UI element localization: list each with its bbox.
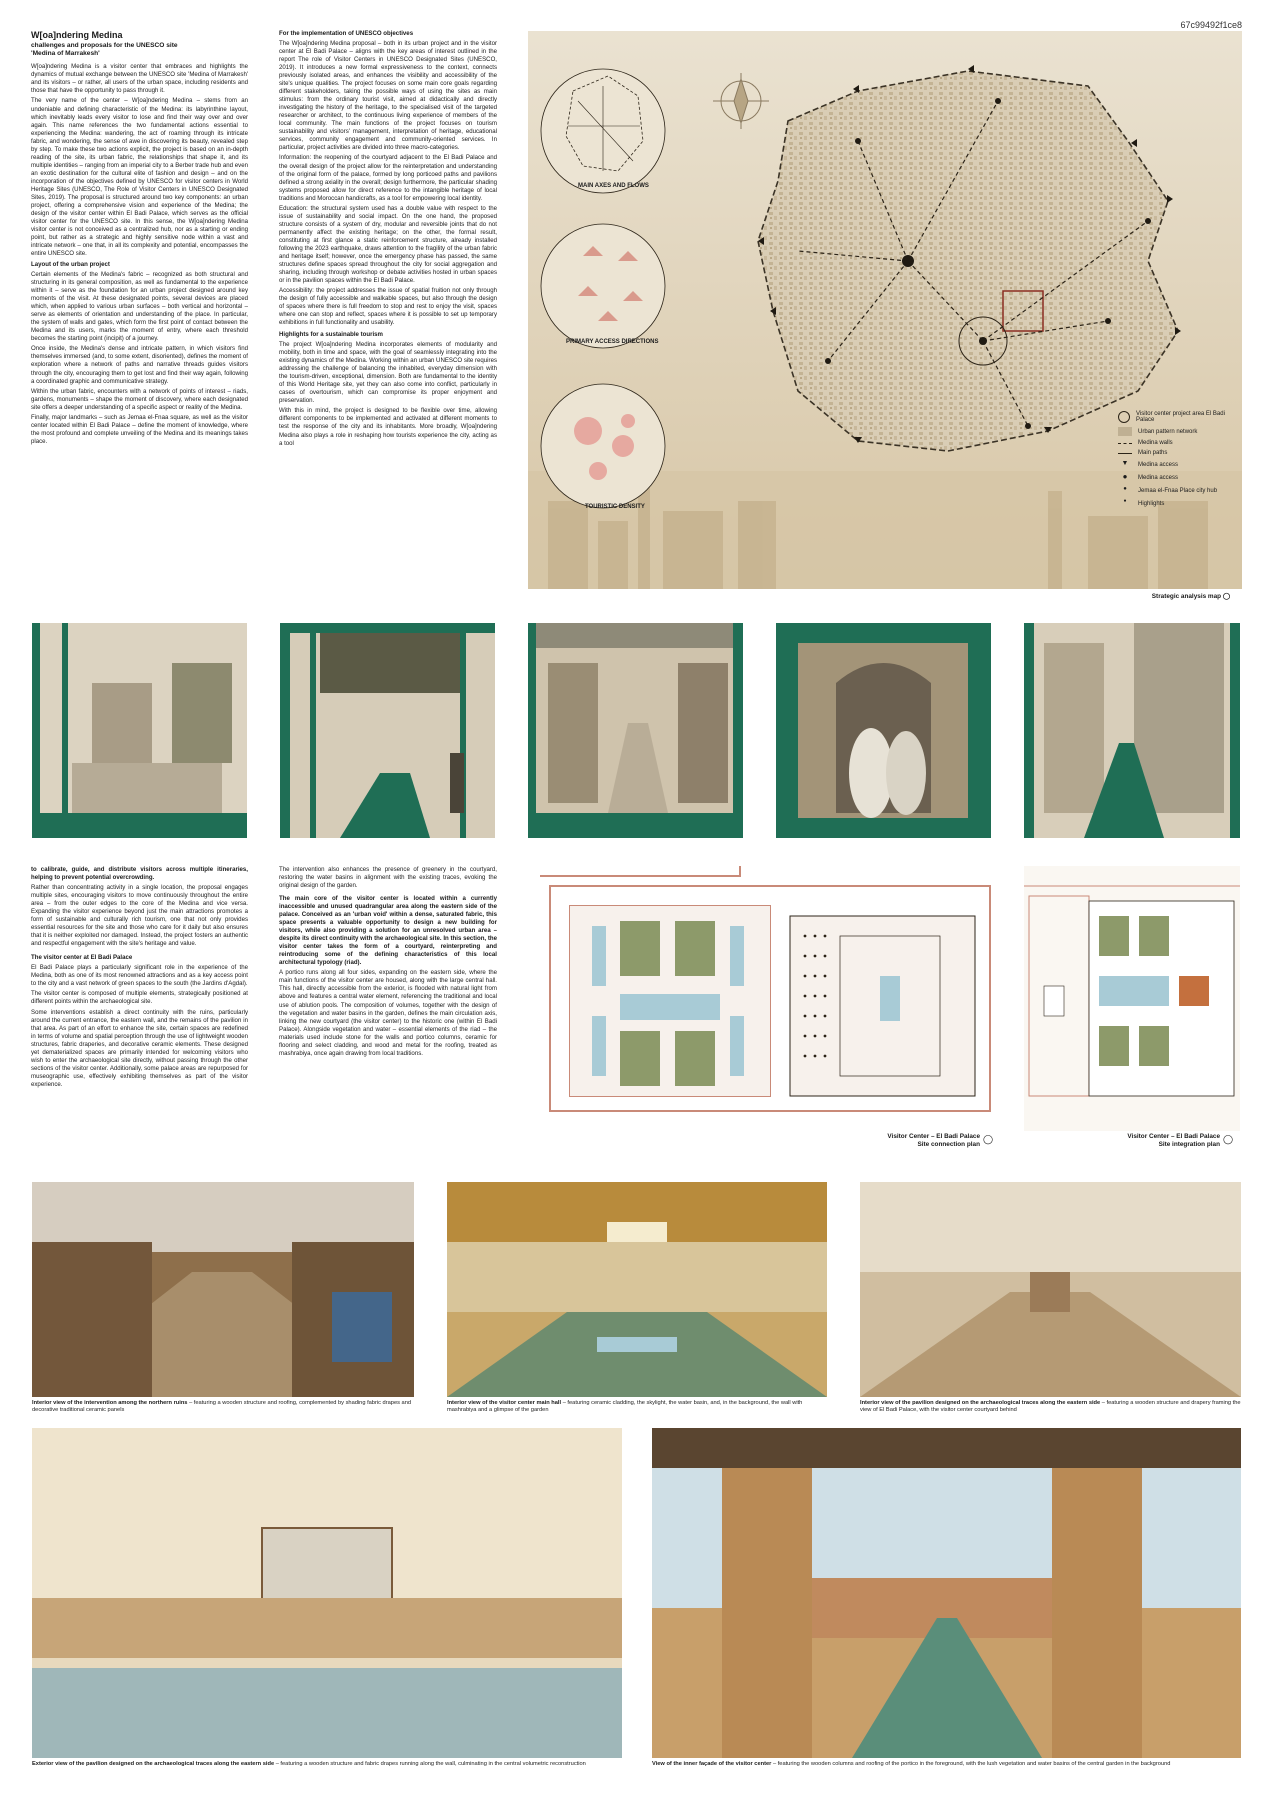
legend-label: Main paths <box>1138 450 1168 456</box>
paragraph: to calibrate, guide, and distribute visitors across multiple itineraries, helping to prevent potential overcrowding. <box>31 866 248 882</box>
text-column-2b <box>279 866 497 1060</box>
strategic-analysis-map <box>528 31 1242 589</box>
map-legend: Visitor center project area El Badi Palace Urban pattern network Medina walls Main paths ▼ Medina access ● Medina access ● Jemaa el-Fnaa Place city hub ● Highlights <box>1118 411 1238 512</box>
render-3-caption: Interior view of the pavilion designed on the archaeological traces along the eastern side – featuring a wooden structure and drapery framing the view of El Badi Palace, with the visitor center courtyard behind <box>860 1400 1241 1414</box>
legend-label: Medina walls <box>1138 440 1173 446</box>
paragraph: W[oa]ndering Medina is a visitor center that embraces and highlights the dynamics of mutual exchange between the UNESCO site 'Medina of Marrakesh' and its visitors – or rather, all users of the urban space, including residents and those that have the opportunity to pass through it. <box>31 63 248 95</box>
render-eastern-pavilion-interior <box>860 1182 1241 1397</box>
page-subtitle: challenges and proposals for the UNESCO site 'Medina of Marrakesh' <box>31 41 178 58</box>
text-column-2 <box>279 30 497 450</box>
section-heading: For the implementation of UNESCO objectives <box>279 30 414 37</box>
legend-label: Jemaa el-Fnaa Place city hub <box>1138 487 1218 494</box>
map-label-access: PRIMARY ACCESS DIRECTIONS <box>566 339 659 345</box>
page-title: W[oa]ndering Medina <box>31 30 123 40</box>
paragraph: Finally, major landmarks – such as Jemaa el-Fnaa square, as well as the visitor center located within El Badi Palace – define the moment of knowledge, where the most profound and complete unveiling of the Medina and its meanings takes place. <box>31 413 248 445</box>
map-label-density: TOURISTIC DENSITY <box>585 504 645 510</box>
paragraph: Rather than concentrating activity in a single location, the proposal engages multiple sites, encouraging visitors to move continuously throughout the entire area – from the outer edges to the core of the Medina and vice versa. Expanding the visitor experience beyond just the main attractions promotes a form of sustainable and culturally rich tourism, one that not only provides essential resources for the site and those who care for it daily but also ensures that it is neither exploited nor damaged. Instead, the project fosters an authentic and respectful engagement with the site's heritage and value. <box>31 884 248 948</box>
site-integration-plan <box>1024 866 1240 1131</box>
document-id: 67c99492f1ce8 <box>1180 20 1242 30</box>
collage-image-3 <box>528 623 743 838</box>
paragraph: El Badi Palace plays a particularly significant role in the experience of the Medina, both as one of its most renowned attractions and as a key access point to the city and a vast network of green spaces to the south (the Jardins d'Agdal). <box>31 964 248 988</box>
collage-image-4 <box>776 623 991 838</box>
render-northern-ruins <box>32 1182 414 1397</box>
paragraph: Some interventions establish a direct continuity with the ruins, particularly around the current entrance, the eastern wall, and the remains of the pavilion in that area. As part of an effort to enhance the site, certain spaces are redefined in terms of volume and spatial perception through the use of lightweight wooden structures, fabric draperies, and decorative ceramic elements. These designed yet dematerialized spaces are primarily intended for welcoming visitors who wish to enter the archaeological site directly, without passing through the other sections of the visitor center. Additionally, some palace areas are repurposed for museographic use, effectively exhibiting themselves as part of the visitor experience. <box>31 1008 248 1088</box>
legend-label: Medina access <box>1138 474 1179 481</box>
paragraph: The W[oa]ndering Medina proposal – both in its urban project and in the visitor center at El Badi Palace – aligns with the key areas of interest outlined in the report The role of Visitor Centers in UNESCO Designated Sites (UNESCO, 2019). It introduces a new formal expressiveness to the context, connects previously isolated areas, and enhances the visibility and accessibility of the site's unique qualities. The project focuses on some main core goals regarding different stakeholders, taking the possible ways of using the sites as main stimulus: from the ordinary tourist visit, aimed at didactically and directly investigating the history of the heritage, to the specialised visit of the targeted researcher or architect, to the continuous living experience of members of the local community. The main functions of the project focuses on tourism sustainability and visitors' management, interpretation of heritage, educational services, community engagement and community-oriented services. In particular, project activities are divided into three macro-categories. <box>279 40 497 152</box>
collage-image-5 <box>1024 623 1240 838</box>
text-column-1b <box>31 866 248 1091</box>
paragraph: The project W[oa]ndering Medina incorporates elements of modularity and mobility, both in time and space, with the goal of seamlessly integrating into the existing dynamics of the Medina. Working within an urban UNESCO site requires addressing the challenge of balancing the inhabited, everyday dimension with the tourism-driven, exceptional, dimension. Both are fundamental to the identity of this World Heritage site, yet they can also come into conflict, particularly in cases of overtourism, which can compromise its proper enjoyment and preservation. <box>279 341 498 405</box>
paragraph: The intervention also enhances the presence of greenery in the courtyard, restoring the water basins in alignment with the existing traces, evoking the original design of the garden. <box>279 866 497 890</box>
site-connection-plan <box>540 866 1000 1131</box>
north-arrow-icon: ◯ <box>1223 1134 1234 1144</box>
render-inner-facade <box>652 1428 1241 1758</box>
render-4-caption: Exterior view of the pavilion designed on the archaeological traces along the eastern side – featuring a wooden structure and fabric drapes running along the wall, culminating in the central volumetric reconstruction <box>32 1761 586 1767</box>
collage-image-2 <box>280 623 495 838</box>
legend-label: Medina access <box>1138 461 1179 468</box>
north-arrow-icon: ◯ <box>983 1134 994 1144</box>
plan-2-caption: Visitor Center – El Badi Palace Site integration plan <box>1127 1133 1220 1149</box>
map-caption: Strategic analysis map ◯ <box>1151 593 1230 600</box>
section-heading: Highlights for a sustainable tourism <box>279 331 383 339</box>
render-2-caption: Interior view of the visitor center main hall – featuring ceramic cladding, the skylight, the water basin, and, in the background, the wall with mashrabiya and a glimpse of the garden <box>447 1400 803 1414</box>
text-column-1 <box>31 30 248 448</box>
paragraph: The very name of the center – W[oa]ndering Medina – stems from an undeniable and defining characteristic of the Medina: its labyrinthine layout, which inevitably leads every visitor to lose and find their way over and over again. This name references the two fundamental actions essential to experiencing the Medina: wandering, the act of roaming through its intricate fabric, and wondering, the sense of awe in discovering its beauty, revealed step by step. To make these two actions explicit, the project is based on an in-depth reading of the site, its urban fabric, the relationships that shape it, and its multiple identities – ranging from an imperial city to a Berber trade hub and even an exotic destination for the cultural elite of fashion and design – and on the incorporation of the objectives defined by UNESCO for visitor centers in World Heritage Sites (UNESCO, The Role of Visitor Centers in UNESCO Designated Sites, 2019). The proposal is structured around two key components: an urban project, offering a comprehensive vision and experience of the Medina; the design of the visitor center within El Badi Palace, which serves as the official visitor center for the UNESCO site. In this sense, the W[oa]ndering Medina visitor center is not conceived as a centralized hub, nor as a starting or ending point, but rather as a strategic and highly sensitive node within a vast and intricate network – one that, in all its complexity and potential, encompasses the entire UNESCO site. <box>31 97 248 258</box>
plan-1-caption: Visitor Center – El Badi Palace Site connection plan <box>887 1133 980 1149</box>
legend-label: Urban pattern network <box>1138 428 1198 435</box>
render-eastern-pavilion-exterior <box>32 1428 622 1758</box>
paragraph: Certain elements of the Medina's fabric – recognized as both structural and structuring in its general composition, as well as fundamental to the experience within it – serve as the foundation for an urban project designed around key moments of the visit. At these designated points, several devices are placed which, when applied to various urban surfaces – both vertical and horizontal – serve as elements of orientation and understanding of the place. In particular, the system of walls and gates, which form the first point of contact between the Medina and its users, marks the moment of entry, where each threshold becomes the starting point (incipit) of a journey. <box>31 271 248 343</box>
render-5-caption: View of the inner façade of the visitor center – featuring the wooden columns and roofing of the portico in the foreground, with the lush vegetation and water basins of the central garden in the background <box>652 1761 1171 1767</box>
paragraph: With this in mind, the project is designed to be flexible over time, allowing different components to be implemented and activated at different moments to test the response of the city and its inhabitants. More broadly, W[oa]ndering Medina also plays a role in reshaping how tourists experience the city, acting as a tool <box>279 407 497 447</box>
collage-image-1 <box>32 623 247 838</box>
legend-label: Highlights <box>1138 500 1165 507</box>
paragraph: Education: the structural system used has a double value with respect to the issue of sustainability and social impact. On the one hand, the proposed structure consists of a system of dry, modular and reversible joints that do not permanently affect the existing heritage; on the other, the formal result, constituting at first glance a static reinforcement structure, already installed following the 2023 earthquake, draws attention to the fragility of the urban fabric and heritage itself; however, once the emergency phase has passed, the same structures define spaces spread throughout the city for social aggregation and sharing, including through workshop or debate activities hosted in urban spaces or in the pavilion spaces within the El Badi Palace. <box>279 204 497 284</box>
paragraph: Accessibility: the project addresses the issue of spatial fruition not only through the design of fully accessible and walkable spaces, but also through the design of spaces where there is full freedom to stop and rest to enjoy the visit, spaces where one can stop and reflect, spaces where it is possible to set up temporary exhibitions in full functionality and usability. <box>279 286 497 327</box>
paragraph: Information: the reopening of the courtyard adjacent to the El Badi Palace and the overall design of the project allow for the reinterpretation and understanding of the original form of the palace, formed by long porticoed paths and pavilions defined a strong axiality in the overall; design furthermore, the particular shading systems proposed allow for direct reference to the intangible heritage of local traditions and Moroccan handicrafts, as a tool for empowering local identity. <box>279 154 497 202</box>
render-main-hall <box>447 1182 827 1397</box>
render-1-caption: Interior view of the intervention among the northern ruins – featuring a wooden structure and roofing, complemented by shading fabric drapes and decorative traditional ceramic panels <box>32 1400 412 1414</box>
paragraph: A portico runs along all four sides, expanding on the eastern side, where the main functions of the visitor center are housed, along with the large central hall. This hall, directly accessible from the exterior, is flooded with natural light from above and features a central water element, referencing the traditional and local use of ablution pools. The composition of volumes, together with the design of the vegetation and water basins in the garden, defines the main circulation axis, linking the new courtyard (the visitor center) to the historic one (within El Badi Palace). Alongside vegetation and water – essential elements of the riad – the materials used include stone for the walls and portico columns, ceramic for flooring and select cladding, and wood and metal for the roofing, treated as mashrabiya, once again drawing from local traditions. <box>279 969 497 1057</box>
north-arrow-icon: ◯ <box>1222 593 1230 600</box>
map-label-axes: MAIN AXES AND FLOWS <box>578 183 649 189</box>
section-heading: The visitor center at El Badi Palace <box>31 954 133 962</box>
legend-label: Visitor center project area El Badi Palace <box>1136 411 1225 423</box>
section-heading: Layout of the urban project <box>31 261 110 269</box>
paragraph: Within the urban fabric, encounters with a network of points of interest – riads, gardens, monuments – shape the moment of discovery, where each designated site offers a deeper understanding of a specific aspect or reality of the Medina. <box>31 387 248 411</box>
paragraph: The main core of the visitor center is located within a currently inaccessible and unused quadrangular area along the eastern side of the palace. Conceived as an 'urban void' within a dense, saturated fabric, this space presents a valuable opportunity to design a new building for visitors, while also providing a solution for an unresolved urban area – despite its direct continuity with the archaeological site. In this section, the visitor center takes the form of a courtyard, reinterpreting and reintroducing some of the defining characteristics of this local architectural typology (riad). <box>279 895 497 967</box>
paragraph: Once inside, the Medina's dense and intricate pattern, in which visitors find themselves immersed (and, to some extent, disoriented), defines the moment of exploration where a network of paths and narrative threads guides visitors through the city, encouraging them to get lost and find their way again, following a coordinated graphic and communicative strategy. <box>31 345 248 385</box>
paragraph: The visitor center is composed of multiple elements, strategically positioned at different points within the archaeological site. <box>31 990 248 1006</box>
